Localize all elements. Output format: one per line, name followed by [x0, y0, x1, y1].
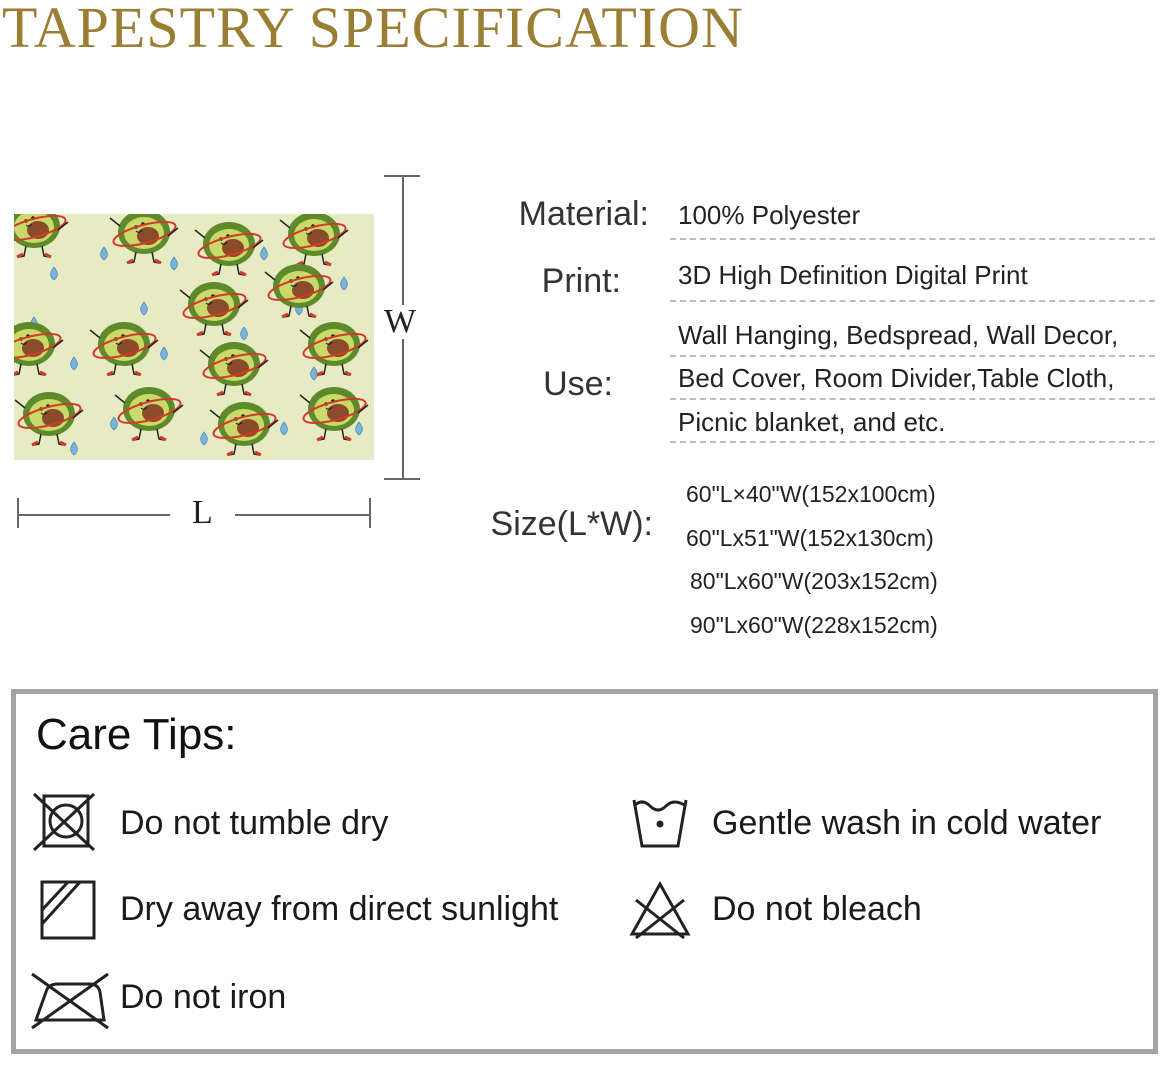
care-tip-text: Do not iron	[120, 978, 287, 1016]
dry-in-shade-icon	[36, 878, 100, 942]
no-bleach-icon	[628, 878, 692, 942]
gentle-wash-icon	[628, 790, 692, 854]
use-label: Use:	[543, 365, 613, 403]
tapestry-image	[14, 214, 374, 460]
divider	[670, 238, 1155, 240]
divider	[670, 300, 1155, 302]
care-tip-text: Dry away from direct sunlight	[120, 890, 559, 928]
care-tips-title: Care Tips:	[36, 710, 237, 759]
care-tip-text: Gentle wash in cold water	[712, 804, 1102, 842]
print-label: Print:	[541, 262, 621, 300]
size-option: 60"Lx51"W(152x130cm)	[686, 525, 934, 551]
care-tips-panel	[11, 689, 1158, 1054]
use-line: Bed Cover, Room Divider,Table Cloth,	[678, 363, 1115, 393]
size-label: Size(L*W):	[490, 505, 653, 543]
length-label: L	[170, 496, 235, 530]
divider	[670, 355, 1155, 357]
care-tip-text: Do not tumble dry	[120, 804, 389, 842]
material-label: Material:	[518, 195, 649, 233]
width-label: W	[384, 303, 417, 340]
page-title: TAPESTRY SPECIFICATION	[2, 0, 744, 60]
material-value: 100% Polyester	[678, 200, 861, 230]
size-option: 60"L×40"W(152x100cm)	[686, 481, 936, 507]
no-iron-icon	[30, 968, 110, 1032]
use-line: Picnic blanket, and etc.	[678, 407, 946, 437]
size-option: 90"Lx60"W(228x152cm)	[690, 612, 938, 638]
size-option: 80"Lx60"W(203x152cm)	[690, 568, 938, 594]
no-tumble-dry-icon	[32, 790, 96, 854]
divider	[670, 441, 1155, 443]
use-line: Wall Hanging, Bedspread, Wall Decor,	[678, 320, 1119, 350]
care-tip-text: Do not bleach	[712, 890, 922, 928]
print-value: 3D High Definition Digital Print	[678, 260, 1028, 290]
divider	[670, 398, 1155, 400]
